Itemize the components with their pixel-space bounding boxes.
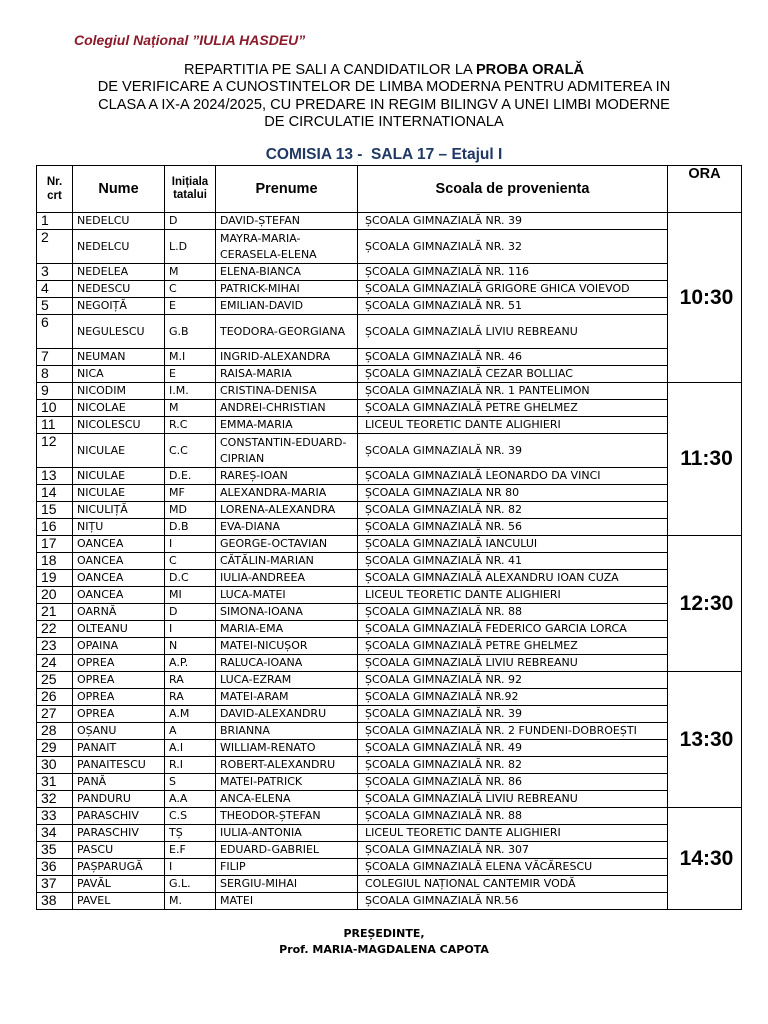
table-row xyxy=(37,553,742,570)
row-initiala: C xyxy=(165,553,216,570)
row-scoala: ȘCOALA GIMNAZIALĂ NR. 88 xyxy=(358,604,668,621)
row-number: 32 xyxy=(37,791,73,808)
table-row xyxy=(37,672,742,689)
row-prenume: MATEI-NICUȘOR xyxy=(216,638,358,655)
document-title xyxy=(60,62,708,132)
row-prenume: EDUARD-GABRIEL xyxy=(216,842,358,859)
time-slot: 10:30 xyxy=(668,213,742,383)
row-initiala: A.P. xyxy=(165,655,216,672)
row-nume: NICULAE xyxy=(73,468,165,485)
row-initiala: A.M xyxy=(165,706,216,723)
row-scoala: LICEUL TEORETIC DANTE ALIGHIERI xyxy=(358,825,668,842)
row-number: 2 xyxy=(37,230,73,264)
row-initiala: M.I xyxy=(165,349,216,366)
row-prenume: EMILIAN-DAVID xyxy=(216,298,358,315)
row-prenume: FILIP xyxy=(216,859,358,876)
row-prenume: ROBERT-ALEXANDRU xyxy=(216,757,358,774)
table-row xyxy=(37,655,742,672)
row-scoala: ȘCOALA GIMNAZIALĂ NR. 82 xyxy=(358,757,668,774)
row-number: 37 xyxy=(37,876,73,893)
row-scoala: LICEUL TEORETIC DANTE ALIGHIERI xyxy=(358,417,668,434)
row-prenume: BRIANNA xyxy=(216,723,358,740)
table-row xyxy=(37,536,742,553)
row-scoala: ȘCOALA GIMNAZIALĂ CEZAR BOLLIAC xyxy=(358,366,668,383)
table-row xyxy=(37,740,742,757)
row-prenume: RAREȘ-IOAN xyxy=(216,468,358,485)
row-scoala: ȘCOALA GIMNAZIALĂ NR. 46 xyxy=(358,349,668,366)
table-row xyxy=(37,383,742,400)
row-initiala: M xyxy=(165,400,216,417)
row-nume: PANĂ xyxy=(73,774,165,791)
row-nume: NEDESCU xyxy=(73,281,165,298)
row-prenume: RAISA-MARIA xyxy=(216,366,358,383)
row-scoala: ȘCOALA GIMNAZIALĂ PETRE GHELMEZ xyxy=(358,400,668,417)
row-nume: NEDELEA xyxy=(73,264,165,281)
row-prenume: LORENA-ALEXANDRA xyxy=(216,502,358,519)
header-initiala-line1: Inițiala xyxy=(171,176,209,188)
table-row xyxy=(37,859,742,876)
table-row xyxy=(37,638,742,655)
row-initiala: R.C xyxy=(165,417,216,434)
row-nume: OANCEA xyxy=(73,536,165,553)
table-row xyxy=(37,400,742,417)
row-nume: PANAITESCU xyxy=(73,757,165,774)
row-initiala: I xyxy=(165,621,216,638)
row-nume: OLTEANU xyxy=(73,621,165,638)
row-number: 8 xyxy=(37,366,73,383)
row-prenume: DAVID-ALEXANDRU xyxy=(216,706,358,723)
row-initiala: D.B xyxy=(165,519,216,536)
header-initiala-line2: tatalui xyxy=(173,189,207,201)
row-prenume: EMMA-MARIA xyxy=(216,417,358,434)
row-nume: NEGULESCU xyxy=(73,315,165,349)
title-line-1 xyxy=(60,62,708,79)
table-row xyxy=(37,876,742,893)
title-line-1-bold: PROBA ORALĂ xyxy=(475,62,585,78)
table-row xyxy=(37,689,742,706)
row-prenume: MATEI-ARAM xyxy=(216,689,358,706)
header-scoala: Scoala de provenienta xyxy=(358,166,668,213)
row-number: 18 xyxy=(37,553,73,570)
row-initiala: A.I xyxy=(165,740,216,757)
row-number: 29 xyxy=(37,740,73,757)
row-prenume: MARIA-EMA xyxy=(216,621,358,638)
row-nume: OARNĂ xyxy=(73,604,165,621)
table-row xyxy=(37,791,742,808)
row-number: 9 xyxy=(37,383,73,400)
row-prenume: MAYRA-MARIA-CERASELA-ELENA xyxy=(216,230,358,264)
row-nume: OPREA xyxy=(73,689,165,706)
row-initiala: RA xyxy=(165,672,216,689)
row-nume: PANAIT xyxy=(73,740,165,757)
row-nume: OANCEA xyxy=(73,587,165,604)
row-scoala: ȘCOALA GIMNAZIALĂ FEDERICO GARCIA LORCA xyxy=(358,621,668,638)
row-number: 3 xyxy=(37,264,73,281)
table-row xyxy=(37,621,742,638)
time-slot: 12:30 xyxy=(668,536,742,672)
president-name: Prof. MARIA-MAGDALENA CAPOTA xyxy=(279,943,489,956)
row-number: 1 xyxy=(37,213,73,230)
row-number: 4 xyxy=(37,281,73,298)
row-scoala: ȘCOALA GIMNAZIALĂ NR. 82 xyxy=(358,502,668,519)
row-number: 15 xyxy=(37,502,73,519)
row-initiala: S xyxy=(165,774,216,791)
row-initiala: N xyxy=(165,638,216,655)
row-scoala: ȘCOALA GIMNAZIALĂ ELENA VĂCĂRESCU xyxy=(358,859,668,876)
row-prenume: SERGIU-MIHAI xyxy=(216,876,358,893)
row-nume: NIȚU xyxy=(73,519,165,536)
table-row xyxy=(37,604,742,621)
row-number: 22 xyxy=(37,621,73,638)
time-slot: 11:30 xyxy=(668,383,742,536)
row-nume: OANCEA xyxy=(73,553,165,570)
table-row xyxy=(37,298,742,315)
table-row xyxy=(37,502,742,519)
row-prenume: WILLIAM-RENATO xyxy=(216,740,358,757)
row-nume: NICOLESCU xyxy=(73,417,165,434)
row-scoala: ȘCOALA GIMNAZIALĂ GRIGORE GHICA VOIEVOD xyxy=(358,281,668,298)
row-prenume: MATEI xyxy=(216,893,358,910)
row-nume: NICOLAE xyxy=(73,400,165,417)
row-initiala: E xyxy=(165,366,216,383)
row-prenume: CONSTANTIN-EDUARD-CIPRIAN xyxy=(216,434,358,468)
row-number: 11 xyxy=(37,417,73,434)
table-row xyxy=(37,230,742,264)
row-number: 30 xyxy=(37,757,73,774)
row-number: 21 xyxy=(37,604,73,621)
header-ora: ORA xyxy=(668,166,742,213)
table-row xyxy=(37,434,742,468)
row-initiala: D xyxy=(165,213,216,230)
row-scoala: ȘCOALA GIMNAZIALĂ NR. 88 xyxy=(358,808,668,825)
row-scoala: ȘCOALA GIMNAZIALĂ NR. 39 xyxy=(358,213,668,230)
row-initiala: M xyxy=(165,264,216,281)
row-initiala: MF xyxy=(165,485,216,502)
row-scoala: ȘCOALA GIMNAZIALĂ NR. 86 xyxy=(358,774,668,791)
row-initiala: G.L. xyxy=(165,876,216,893)
row-number: 25 xyxy=(37,672,73,689)
row-initiala: R.I xyxy=(165,757,216,774)
table-row xyxy=(37,570,742,587)
row-scoala: ȘCOALA GIMNAZIALĂ PETRE GHELMEZ xyxy=(358,638,668,655)
row-initiala: A xyxy=(165,723,216,740)
row-number: 36 xyxy=(37,859,73,876)
table-row xyxy=(37,213,742,230)
row-scoala: ȘCOALA GIMNAZIALĂ NR. 116 xyxy=(358,264,668,281)
table-row xyxy=(37,485,742,502)
row-number: 14 xyxy=(37,485,73,502)
row-scoala: ȘCOALA GIMNAZIALĂ NR. 92 xyxy=(358,672,668,689)
row-initiala: I xyxy=(165,859,216,876)
row-scoala: ȘCOALA GIMNAZIALĂ NR. 49 xyxy=(358,740,668,757)
row-nume: PAVEL xyxy=(73,893,165,910)
row-prenume: CRISTINA-DENISA xyxy=(216,383,358,400)
row-prenume: RALUCA-IOANA xyxy=(216,655,358,672)
row-initiala: I xyxy=(165,536,216,553)
school-name: Colegiul Național ”IULIA HASDEU” xyxy=(74,32,306,48)
time-slot: 13:30 xyxy=(668,672,742,808)
row-number: 5 xyxy=(37,298,73,315)
title-line-1-text: REPARTITIA PE SALI A CANDIDATILOR LA xyxy=(183,62,476,78)
row-initiala: L.D xyxy=(165,230,216,264)
row-initiala: G.B xyxy=(165,315,216,349)
row-nume: NEGOIȚĂ xyxy=(73,298,165,315)
header-nr-line2: crt xyxy=(47,190,62,202)
row-prenume: LUCA-EZRAM xyxy=(216,672,358,689)
title-line-3: CLASA A IX-A 2024/2025, CU PREDARE IN REGIM BILINGV A UNEI LIMBI MODERNE xyxy=(98,96,670,113)
row-prenume: EVA-DIANA xyxy=(216,519,358,536)
table-row xyxy=(37,808,742,825)
row-number: 6 xyxy=(37,315,73,349)
row-scoala: LICEUL TEORETIC DANTE ALIGHIERI xyxy=(358,587,668,604)
row-nume: PANDURU xyxy=(73,791,165,808)
row-initiala: C.S xyxy=(165,808,216,825)
row-scoala: ȘCOALA GIMNAZIALĂ IANCULUI xyxy=(358,536,668,553)
table-row xyxy=(37,893,742,910)
row-initiala: I.M. xyxy=(165,383,216,400)
row-prenume: IULIA-ANTONIA xyxy=(216,825,358,842)
row-nume: NEUMAN xyxy=(73,349,165,366)
row-number: 28 xyxy=(37,723,73,740)
table-row xyxy=(37,315,742,349)
row-prenume: SIMONA-IOANA xyxy=(216,604,358,621)
row-prenume: TEODORA-GEORGIANA xyxy=(216,315,358,349)
row-scoala: ȘCOALA GIMNAZIALĂ NR. 39 xyxy=(358,434,668,468)
row-prenume: ANCA-ELENA xyxy=(216,791,358,808)
table-row xyxy=(37,281,742,298)
row-initiala: RA xyxy=(165,689,216,706)
row-prenume: MATEI-PATRICK xyxy=(216,774,358,791)
row-scoala: ȘCOALA GIMNAZIALĂ NR.92 xyxy=(358,689,668,706)
row-number: 12 xyxy=(37,434,73,468)
row-nume: PAȘPARUGĂ xyxy=(73,859,165,876)
row-nume: PASCU xyxy=(73,842,165,859)
header-nume: Nume xyxy=(73,166,165,213)
row-prenume: THEODOR-ȘTEFAN xyxy=(216,808,358,825)
table-row xyxy=(37,723,742,740)
table-row xyxy=(37,417,742,434)
table-row xyxy=(37,706,742,723)
row-prenume: INGRID-ALEXANDRA xyxy=(216,349,358,366)
header-initiala xyxy=(165,166,216,213)
row-initiala: TȘ xyxy=(165,825,216,842)
row-prenume: ANDREI-CHRISTIAN xyxy=(216,400,358,417)
row-nume: OPREA xyxy=(73,655,165,672)
table-row xyxy=(37,825,742,842)
row-prenume: GEORGE-OCTAVIAN xyxy=(216,536,358,553)
header-nr xyxy=(37,166,73,213)
row-initiala: C.C xyxy=(165,434,216,468)
table-header-row xyxy=(37,166,742,213)
row-prenume: PATRICK-MIHAI xyxy=(216,281,358,298)
row-initiala: D.E. xyxy=(165,468,216,485)
row-number: 13 xyxy=(37,468,73,485)
row-scoala: ȘCOALA GIMNAZIALĂ NR. 2 FUNDENI-DOBROEȘTI xyxy=(358,723,668,740)
table-row xyxy=(37,468,742,485)
row-scoala: ȘCOALA GIMNAZIALĂ LIVIU REBREANU xyxy=(358,791,668,808)
row-nume: NICULAE xyxy=(73,434,165,468)
table-row xyxy=(37,264,742,281)
row-number: 23 xyxy=(37,638,73,655)
row-prenume: CĂTĂLIN-MARIAN xyxy=(216,553,358,570)
row-scoala: ȘCOALA GIMNAZIALĂ NR. 32 xyxy=(358,230,668,264)
header-nr-line1: Nr. xyxy=(46,176,63,188)
row-scoala: ȘCOALA GIMNAZIALĂ LEONARDO DA VINCI xyxy=(358,468,668,485)
title-line-2: DE VERIFICARE A CUNOSTINTELOR DE LIMBA MODERNA PENTRU ADMITEREA IN xyxy=(97,79,671,96)
row-scoala: ȘCOALA GIMNAZIALĂ NR. 307 xyxy=(358,842,668,859)
row-nume: NEDELCU xyxy=(73,213,165,230)
row-scoala: ȘCOALA GIMNAZIALĂ NR. 1 PANTELIMON xyxy=(358,383,668,400)
row-nume: OȘANU xyxy=(73,723,165,740)
row-prenume: LUCA-MATEI xyxy=(216,587,358,604)
row-number: 20 xyxy=(37,587,73,604)
row-scoala: ȘCOALA GIMNAZIALĂ LIVIU REBREANU xyxy=(358,315,668,349)
row-scoala: ȘCOALA GIMNAZIALĂ ALEXANDRU IOAN CUZA xyxy=(358,570,668,587)
table-row xyxy=(37,587,742,604)
row-nume: NICA xyxy=(73,366,165,383)
row-nume: OPREA xyxy=(73,706,165,723)
row-initiala: A.A xyxy=(165,791,216,808)
row-nume: NICULAE xyxy=(73,485,165,502)
row-scoala: ȘCOALA GIMNAZIALĂ NR. 51 xyxy=(358,298,668,315)
row-prenume: ELENA-BIANCA xyxy=(216,264,358,281)
row-number: 38 xyxy=(37,893,73,910)
row-scoala: ȘCOALA GIMNAZIALA NR 80 xyxy=(358,485,668,502)
row-prenume: IULIA-ANDREEA xyxy=(216,570,358,587)
row-prenume: ALEXANDRA-MARIA xyxy=(216,485,358,502)
row-nume: NICODIM xyxy=(73,383,165,400)
row-number: 31 xyxy=(37,774,73,791)
header-prenume: Prenume xyxy=(216,166,358,213)
row-nume: OPREA xyxy=(73,672,165,689)
table-row xyxy=(37,842,742,859)
row-scoala: ȘCOALA GIMNAZIALĂ NR. 39 xyxy=(358,706,668,723)
table-row xyxy=(37,519,742,536)
row-initiala: E xyxy=(165,298,216,315)
table-row xyxy=(37,757,742,774)
row-number: 26 xyxy=(37,689,73,706)
table-row xyxy=(37,366,742,383)
row-scoala: ȘCOALA GIMNAZIALĂ LIVIU REBREANU xyxy=(358,655,668,672)
table-row xyxy=(37,774,742,791)
table-row xyxy=(37,349,742,366)
row-initiala: MI xyxy=(165,587,216,604)
row-scoala: ȘCOALA GIMNAZIALĂ NR. 56 xyxy=(358,519,668,536)
row-nume: OANCEA xyxy=(73,570,165,587)
row-number: 19 xyxy=(37,570,73,587)
table-body xyxy=(37,213,742,910)
row-nume: NICULIȚĂ xyxy=(73,502,165,519)
row-nume: OPAINA xyxy=(73,638,165,655)
row-number: 10 xyxy=(37,400,73,417)
row-scoala: ȘCOALA GIMNAZIALĂ NR. 41 xyxy=(358,553,668,570)
row-initiala: M. xyxy=(165,893,216,910)
row-number: 17 xyxy=(37,536,73,553)
time-slot: 14:30 xyxy=(668,808,742,910)
row-scoala: ȘCOALA GIMNAZIALĂ NR.56 xyxy=(358,893,668,910)
row-nume: PARASCHIV xyxy=(73,825,165,842)
row-number: 33 xyxy=(37,808,73,825)
signature-block xyxy=(0,926,768,958)
row-scoala: COLEGIUL NAȚIONAL CANTEMIR VODĂ xyxy=(358,876,668,893)
row-initiala: D.C xyxy=(165,570,216,587)
row-number: 27 xyxy=(37,706,73,723)
commission-heading: COMISIA 13 - SALA 17 – Etajul I xyxy=(265,146,503,163)
row-nume: PARASCHIV xyxy=(73,808,165,825)
president-role: PREȘEDINTE, xyxy=(343,927,425,940)
row-number: 16 xyxy=(37,519,73,536)
title-line-4: DE CIRCULATIE INTERNATIONALA xyxy=(264,114,504,131)
row-number: 34 xyxy=(37,825,73,842)
row-initiala: C xyxy=(165,281,216,298)
row-number: 7 xyxy=(37,349,73,366)
row-initiala: MD xyxy=(165,502,216,519)
row-nume: PAVĂL xyxy=(73,876,165,893)
row-prenume: DAVID-ȘTEFAN xyxy=(216,213,358,230)
row-number: 24 xyxy=(37,655,73,672)
row-nume: NEDELCU xyxy=(73,230,165,264)
row-number: 35 xyxy=(37,842,73,859)
candidate-table xyxy=(36,165,742,910)
row-initiala: E.F xyxy=(165,842,216,859)
row-initiala: D xyxy=(165,604,216,621)
